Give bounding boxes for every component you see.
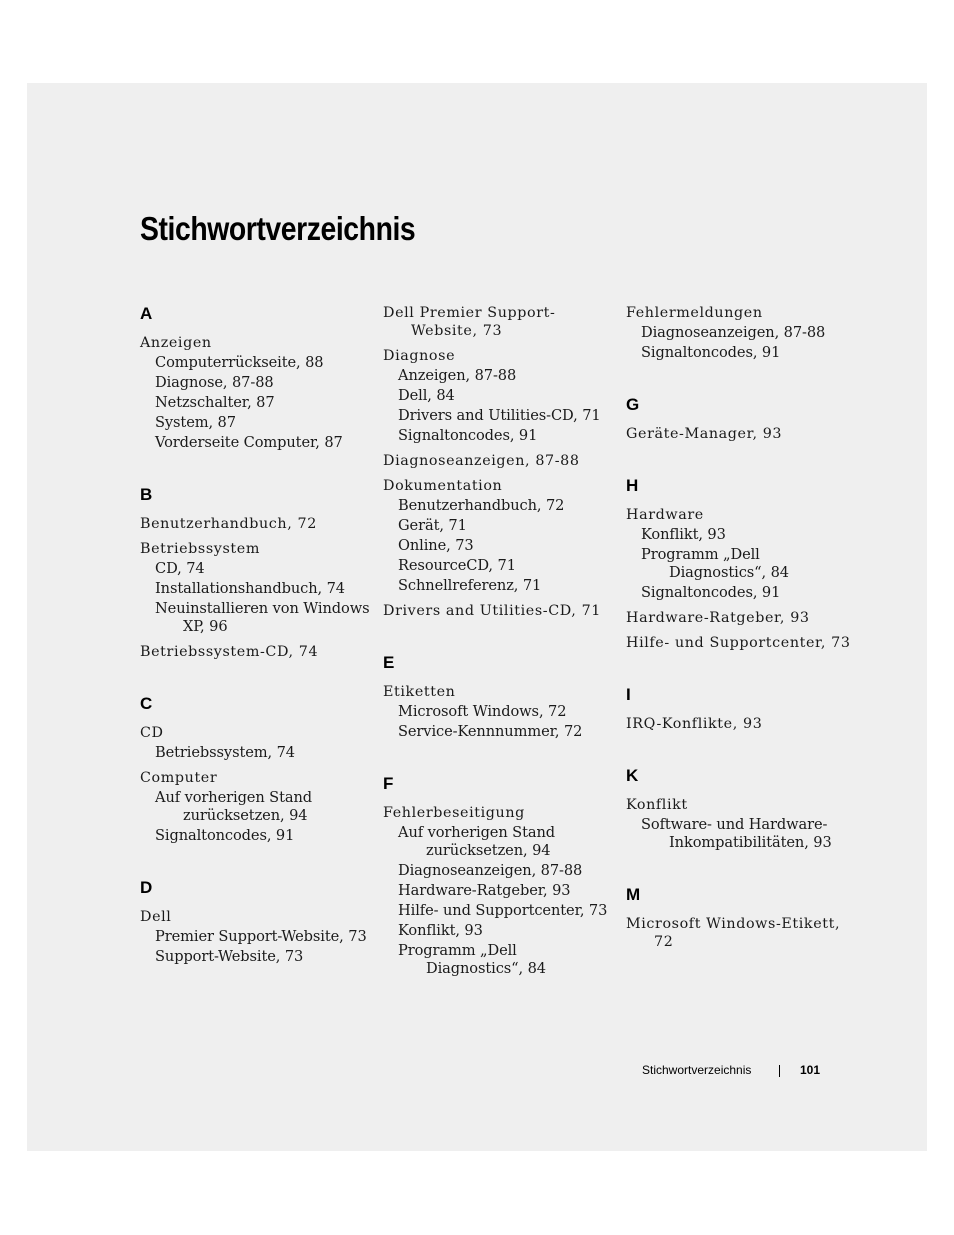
index-section [140,694,370,845]
index-subterm: Vorderseite Computer, 87 [155,434,343,451]
index-subterm: Dell, 84 [398,387,455,404]
index-entry [140,540,370,636]
index-subterm: Premier Support-Website, 73 [155,928,367,945]
index-subterm: Diagnoseanzeigen, 87-88 [398,862,583,879]
index-entry [140,908,370,966]
index-section [626,685,856,733]
index-subterm: Netzschalter, 87 [155,394,275,411]
section-letter: B [140,485,153,504]
index-subterm: Auf vorherigen Stand zurücksetzen, 94 [155,789,312,824]
index-subterm: Microsoft Windows, 72 [398,703,567,720]
index-subterm: Anzeigen, 87-88 [398,367,517,384]
index-subterm: Drivers and Utilities-CD, 71 [398,407,601,424]
index-entry [626,425,856,443]
index-subterm: Hilfe- und Supportcenter, 73 [398,902,608,919]
index-term: Fehlerbeseitigung [383,805,525,821]
index-subterm: ResourceCD, 71 [398,557,516,574]
index-subterm: Diagnoseanzeigen, 87-88 [641,324,826,341]
section-letter: I [626,685,631,704]
index-term: Drivers and Utilities-CD, 71 [383,603,601,619]
section-letter: M [626,885,641,904]
index-term: Computer [140,770,218,786]
page-title: Stichwortverzeichnis [140,210,416,247]
index-section [140,485,370,661]
index-subterm: Auf vorherigen Stand zurücksetzen, 94 [398,824,555,859]
index-entry [383,304,613,340]
index-entry [383,602,613,620]
index-term: Fehlermeldungen [626,305,763,321]
index-subterm: Computerrückseite, 88 [155,354,324,371]
index-subterm: Gerät, 71 [398,517,467,534]
index-subterm: Service-Kennnummer, 72 [398,723,583,740]
index-term: Microsoft Windows-Etikett, 72 [626,916,841,950]
section-letter: H [626,476,639,495]
section-letter: D [140,878,153,897]
index-term: Hardware [626,507,704,523]
index-entry [140,515,370,533]
index-column-2 [383,304,613,1011]
index-term: Hardware-Ratgeber, 93 [626,610,810,626]
index-entry [140,643,370,661]
footer-separator [779,1065,780,1077]
index-term: Dokumentation [383,478,503,494]
index-subterm: Installationshandbuch, 74 [155,580,345,597]
index-subterm: Betriebssystem, 74 [155,744,295,761]
index-subterm: Neuinstallieren von Windows XP, 96 [155,600,370,635]
index-section [626,766,856,852]
footer-label: Stichwortverzeichnis [642,1063,752,1077]
index-subterm: Online, 73 [398,537,474,554]
index-term: Anzeigen [140,335,212,351]
index-subterm: Software- und Hardware-Inkompatibilitäten, 93 [641,816,832,851]
index-entry [626,634,856,652]
index-entry [626,715,856,733]
index-section [626,476,856,652]
index-term: Dell Premier Support-Website, 73 [383,305,556,339]
index-subterm: Signaltoncodes, 91 [641,584,781,601]
index-entry [626,796,856,852]
index-subterm: Konflikt, 93 [641,526,726,543]
index-entry [140,334,370,452]
index-subterm: Benutzerhandbuch, 72 [398,497,565,514]
index-subterm: Schnellreferenz, 71 [398,577,542,594]
section-letter: F [383,774,394,793]
index-section [383,653,613,741]
index-term: Betriebssystem [140,541,260,557]
index-section [383,774,613,978]
index-section [140,304,370,452]
index-term: Diagnoseanzeigen, 87-88 [383,453,580,469]
index-term: Dell [140,909,172,925]
index-entry [140,769,370,845]
index-entry [383,804,613,978]
index-term: Konflikt [626,797,688,813]
index-subterm: CD, 74 [155,560,205,577]
index-column-1 [140,304,370,999]
index-entry [383,347,613,445]
index-entry [626,915,856,951]
index-subterm: Programm „Dell Diagnostics“, 84 [641,546,789,581]
section-letter: E [383,653,395,672]
index-term: Diagnose [383,348,456,364]
index-entry [626,609,856,627]
index-entry [626,304,856,362]
index-subterm: System, 87 [155,414,236,431]
index-subterm: Support-Website, 73 [155,948,304,965]
index-entry [626,506,856,602]
index-column-3 [626,304,856,984]
section-letter: A [140,304,153,323]
index-subterm: Signaltoncodes, 91 [398,427,538,444]
section-letter: C [140,694,153,713]
index-entry [383,452,613,470]
index-subterm: Hardware-Ratgeber, 93 [398,882,571,899]
index-subterm: Konflikt, 93 [398,922,483,939]
index-term: Benutzerhandbuch, 72 [140,516,317,532]
index-subterm: Diagnose, 87-88 [155,374,274,391]
index-entry [140,724,370,762]
index-term: Etiketten [383,684,456,700]
index-section [383,304,613,620]
section-letter: G [626,395,640,414]
section-letter: K [626,766,639,785]
index-entry [383,683,613,741]
page-number: 101 [800,1063,821,1077]
index-entry [383,477,613,595]
index-section [626,304,856,362]
index-section [626,395,856,443]
index-term: IRQ-Konflikte, 93 [626,716,763,732]
index-term: Hilfe- und Supportcenter, 73 [626,635,851,651]
index-term: Betriebssystem-CD, 74 [140,644,319,660]
index-subterm: Programm „Dell Diagnostics“, 84 [398,942,546,977]
index-subterm: Signaltoncodes, 91 [155,827,295,844]
index-term: Geräte-Manager, 93 [626,426,783,442]
index-subterm: Signaltoncodes, 91 [641,344,781,361]
index-section [626,885,856,951]
index-term: CD [140,725,164,741]
index-section [140,878,370,966]
